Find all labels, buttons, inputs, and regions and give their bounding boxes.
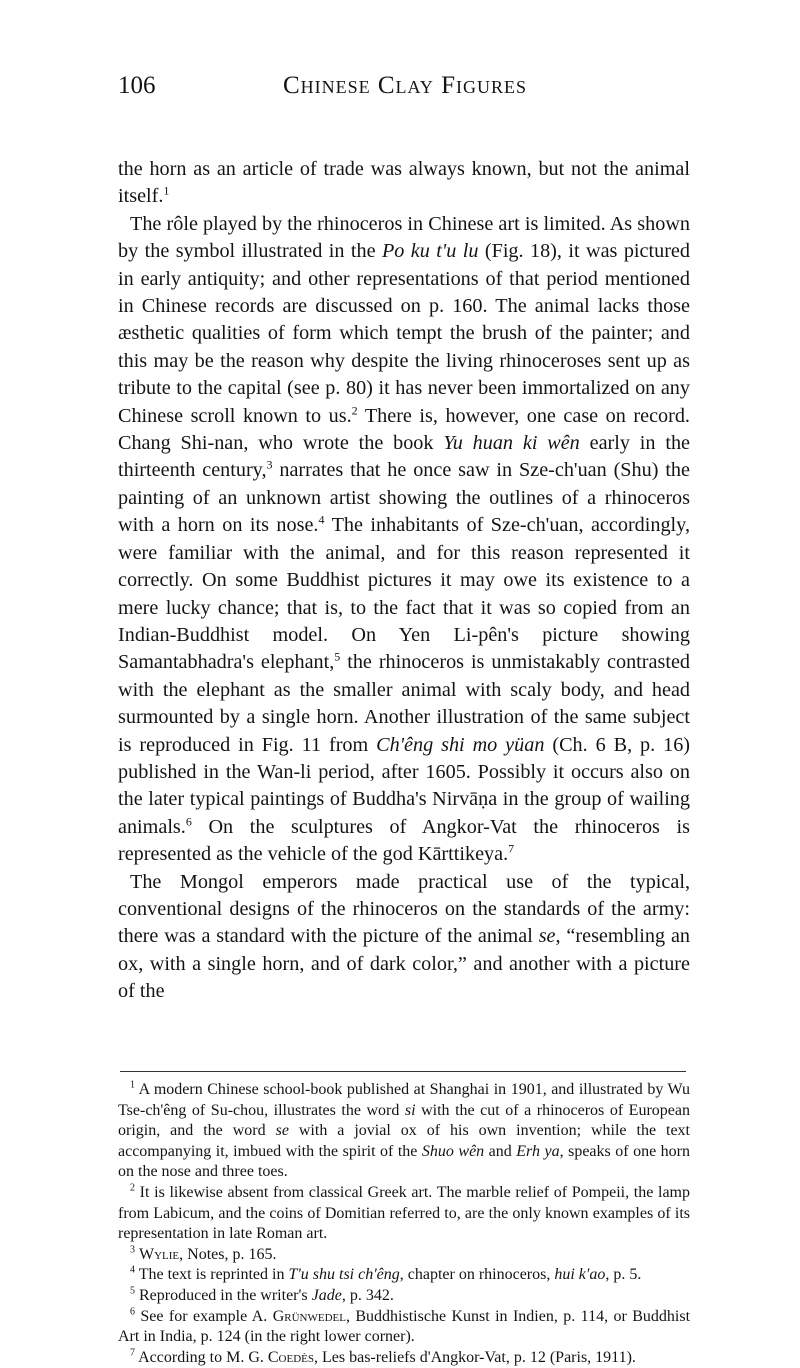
footnote bbox=[118, 1348, 690, 1368]
italic-title: Erh ya bbox=[516, 1142, 560, 1160]
text-run: , chapter on rhinoceros, bbox=[399, 1266, 555, 1284]
footnote-marker: 5 bbox=[130, 1285, 135, 1297]
text-run: with a jovial ox of his own invention; while the text accompanying it, imbued with the spirit of the bbox=[118, 1122, 690, 1160]
text-run: The inhabitants of Sze-ch'uan, accordingly, were familiar with the animal, and for this reason represented it correctly. On some Buddhist pictures it may owe its existence to a mere lucky chance; that is, to the fact that it was so copied from an Indian-Buddhist model. On Yen Li-pên's picture showing Samantabhadra's elephant, bbox=[118, 514, 690, 674]
text-run: , Buddhistische Kunst in Indien, p. 114, or Buddhist Art in India, p. 124 (in the right lower corner). bbox=[118, 1307, 691, 1346]
author-name: Grünwedel bbox=[272, 1307, 346, 1325]
text-run: the rhinoceros is unmistakably contrasted with the elephant as the smaller animal with scaly body, and head surmounted by a single horn. Another illustration of the same subject is reproduced in Fig. 11 from bbox=[118, 651, 690, 756]
text-run: (Ch. 6 B, p. 16) published in the Wan-li period, after 1605. Possibly it occurs also on the later typical paintings of Buddha's Nirvāṇa in the group of wailing animals. bbox=[118, 733, 691, 838]
footnote-marker: 5 bbox=[334, 649, 341, 664]
text-run: narrates that he once saw in Sze-ch'uan (Shu) the painting of an unknown artist showing the outlines of a rhinoceros with a horn on its nose. bbox=[118, 459, 690, 537]
footnote-marker: 1 bbox=[130, 1079, 135, 1091]
text-run: A modern Chinese school-book published at Shanghai in 1901, and illustrated by Wu Tse-ch'êng of Su-chou, illustrates the word bbox=[118, 1081, 690, 1119]
text-run: with the cut of a rhinoceros of European origin, and the word bbox=[118, 1101, 690, 1140]
footnote-marker: 3 bbox=[266, 457, 273, 472]
body-text bbox=[118, 156, 690, 1006]
footnote-marker: 6 bbox=[185, 814, 192, 829]
text-run: , Notes, p. 165. bbox=[179, 1245, 277, 1263]
text-run: , p. 342. bbox=[341, 1286, 394, 1304]
text-run: The text is reprinted in bbox=[135, 1266, 289, 1284]
footnote-marker: 7 bbox=[508, 841, 515, 856]
text-run: Reproduced in the writer's bbox=[135, 1286, 312, 1304]
author-name: Wylie bbox=[139, 1245, 180, 1263]
footnote-marker: 2 bbox=[130, 1182, 135, 1194]
text-run: It is likewise absent from classical Greek art. The marble relief of Pompeii, the lamp from Labicum, and the coins of Domitian referred to, are the only known examples of its representation in late Roman art. bbox=[118, 1183, 690, 1243]
footnote bbox=[118, 1183, 690, 1245]
text-run: The Mongol emperors made practical use of the typical, conventional designs of the rhinoceros on the standards of the army: there was a standard with the picture of the animal bbox=[118, 870, 690, 948]
italic-title: Ch'êng shi mo yüan bbox=[376, 733, 545, 756]
footnote-marker: 3 bbox=[130, 1244, 135, 1256]
text-run: On the sculptures of Angkor-Vat the rhinoceros is represented as the vehicle of the god Kārttikeya. bbox=[118, 815, 690, 866]
text-run: See for example A. bbox=[135, 1307, 273, 1325]
paragraph bbox=[118, 156, 690, 211]
footnote bbox=[118, 1245, 690, 1266]
footnote-marker: 2 bbox=[351, 402, 358, 417]
text-run: early in the thirteenth century, bbox=[118, 432, 690, 482]
footnote bbox=[118, 1265, 690, 1286]
text-run: , p. 5. bbox=[605, 1266, 642, 1284]
italic-title: si bbox=[404, 1101, 416, 1119]
page-number: 106 bbox=[118, 72, 156, 99]
page-header bbox=[118, 72, 692, 112]
italic-title: Po ku t'u lu bbox=[381, 240, 479, 263]
italic-title: Shuo wên bbox=[421, 1142, 485, 1160]
italic-title: se bbox=[538, 925, 556, 948]
footnote-divider bbox=[120, 1071, 686, 1072]
italic-title: Jade bbox=[311, 1286, 342, 1304]
italic-title: T'u shu tsi ch'êng bbox=[288, 1266, 400, 1284]
text-run: The rôle played by the rhinoceros in Chinese art is limited. As shown by the symbol illustrated in the bbox=[118, 212, 690, 263]
text-run: (Fig. 18), it was pictured in early antiquity; and other representations of that period mentioned in Chinese records are discussed on p. 160. The animal lacks those æsthetic qualities of form which tempt the brush of the painter; and this may be the reason why despite the living rhinoceroses sent up as tribute to the capital (see p. 80) it has never been immortalized on any Chinese scroll known to us. bbox=[118, 240, 690, 427]
footnotes bbox=[118, 1080, 690, 1368]
italic-title: se bbox=[275, 1122, 289, 1140]
text-run: , “resembling an ox, with a single horn, and of dark color,” and another with a picture of the bbox=[118, 925, 690, 1003]
footnote-marker: 4 bbox=[130, 1265, 135, 1277]
footnote-marker: 6 bbox=[130, 1306, 135, 1318]
text-run: , Les bas-reliefs d'Angkor-Vat, p. 12 (Paris, 1911). bbox=[314, 1348, 636, 1366]
text-run: and bbox=[484, 1142, 517, 1160]
footnote-marker: 1 bbox=[163, 183, 170, 198]
italic-title: Yu huan ki wên bbox=[443, 432, 580, 455]
footnote bbox=[118, 1080, 690, 1183]
text-run: There is, however, one case on record. Chang Shi-nan, who wrote the book bbox=[118, 404, 690, 455]
footnote-marker: 7 bbox=[130, 1347, 135, 1359]
footnote bbox=[118, 1286, 690, 1307]
text-run: According to M. G. bbox=[135, 1348, 268, 1366]
running-title: Chinese Clay Figures bbox=[282, 72, 528, 99]
footnote-marker: 4 bbox=[318, 512, 325, 527]
paragraph bbox=[118, 211, 690, 869]
text-run: , speaks of one horn on the nose and three toes. bbox=[118, 1142, 690, 1181]
author-name: Coedès bbox=[267, 1348, 314, 1366]
text-run: the horn as an article of trade was always known, but not the animal itself. bbox=[118, 158, 690, 208]
italic-title: hui k'ao bbox=[554, 1266, 606, 1284]
paragraph bbox=[118, 869, 690, 1006]
